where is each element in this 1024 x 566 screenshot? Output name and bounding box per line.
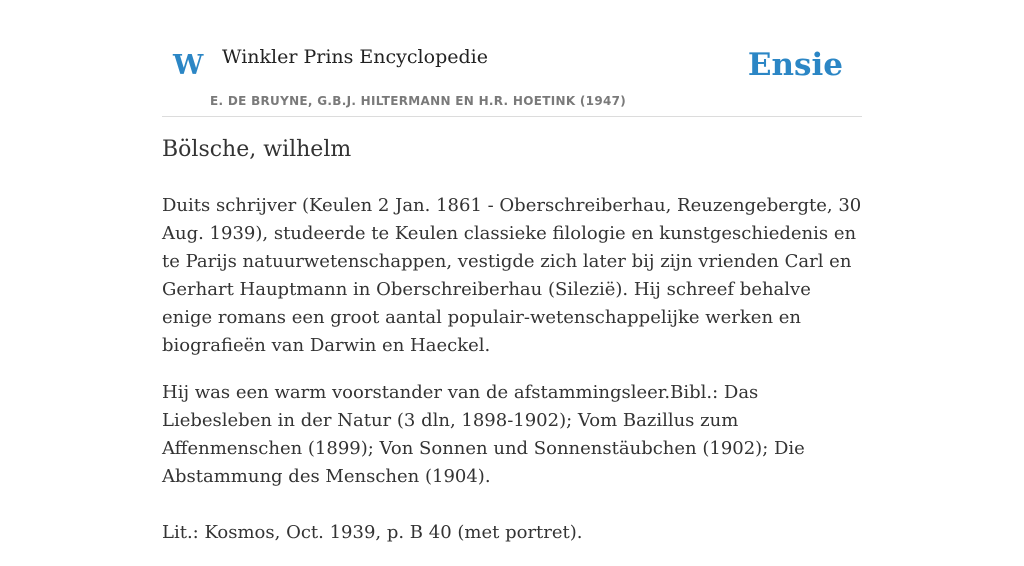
- encyclopedia-authors: E. DE BRUYNE, G.B.J. HILTERMANN EN H.R. HOETINK (1947): [210, 94, 627, 108]
- entry-title: Bölsche, wilhelm: [162, 137, 352, 162]
- encyclopedia-header: [162, 0, 862, 117]
- winkler-prins-logo[interactable]: W: [173, 50, 204, 81]
- entry-content: [162, 136, 862, 566]
- entry-literature: Lit.: Kosmos, Oct. 1939, p. B 40 (met portret).: [162, 521, 583, 543]
- encyclopedia-title[interactable]: Winkler Prins Encyclopedie: [222, 46, 488, 68]
- entry-paragraph: Duits schrijver (Keulen 2 Jan. 1861 - Oberschreiberhau, Reuzengebergte, 30 Aug. 1939), studeerde te Keulen classieke filologie en kunstgeschiedenis en te Parijs natuurwetenschappen, vestigde zich later bij zijn vrienden Carl en Gerhart Hauptmann in Oberschreiberhau (Silezië). Hij schreef behalve enige romans een groot aantal populair-wetenschappelijke werken en biografieën van Darwin en Haeckel.: [162, 194, 862, 356]
- entry-paragraph: Hij was een warm voorstander van de afstammingsleer.Bibl.: Das Liebesleben in der Natur (3 dln, 1898-1902); Vom Bazillus zum Affenmenschen (1899); Von Sonnen und Sonnenstäubchen (1902); Die Abstammung des Menschen (1904).: [162, 381, 805, 487]
- ensie-logo[interactable]: Ensie: [747, 47, 843, 83]
